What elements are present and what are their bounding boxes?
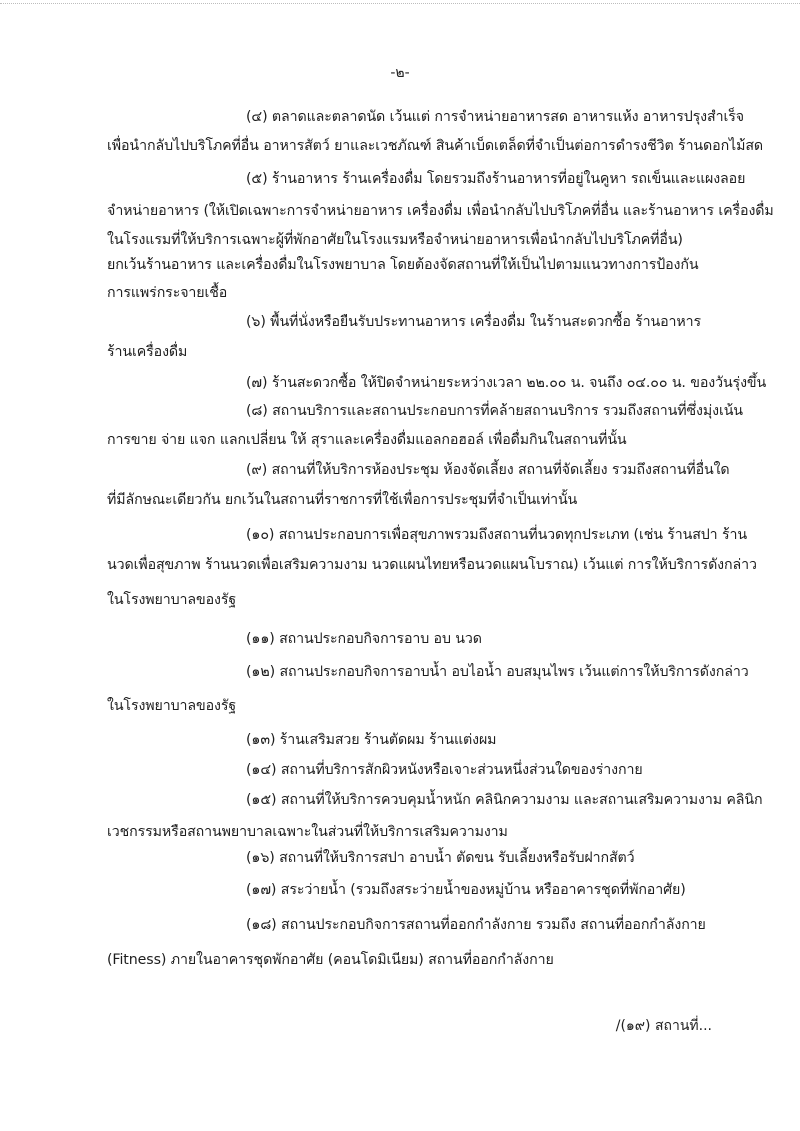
item-10-line-3: ในโรงพยาบาลของรัฐ: [107, 592, 237, 608]
item-5-line-4: ยกเว้นร้านอาหาร และเครื่องดื่มในโรงพยาบาล โดยต้องจัดสถานที่ให้เป็นไปตามแนวทางการป้องกัน: [107, 257, 699, 273]
item-8-line-2: การขาย จ่าย แจก แลกเปลี่ยน ให้ สุราและเครื่องดื่มแอลกอฮอล์ เพื่อดื่มกินในสถานที่นั้น: [107, 432, 627, 448]
item-5-line-1: (๕) ร้านอาหาร ร้านเครื่องดื่ม โดยรวมถึงร้านอาหารที่อยู่ในคูหา รถเข็นและแผงลอย: [246, 171, 746, 187]
item-18-line-2: (Fitness) ภายในอาคารชุดพักอาศัย (คอนโดมิเนียม) สถานที่ออกกำลังกาย: [107, 952, 554, 968]
item-18-line-1: (๑๘) สถานประกอบกิจการสถานที่ออกกำลังกาย รวมถึง สถานที่ออกกำลังกาย: [246, 917, 706, 933]
item-10-line-2: นวดเพื่อสุขภาพ ร้านนวดเพื่อเสริมความงาม นวดแผนไทยหรือนวดแผนโบราณ) เว้นแต่ การให้บริการดังกล่าว: [107, 557, 757, 573]
item-14-line-1: (๑๔) สถานที่บริการสักผิวหนังหรือเจาะส่วนหนึ่งส่วนใดของร่างกาย: [246, 762, 643, 778]
item-5-line-3: ในโรงแรมที่ให้บริการเฉพาะผู้ที่พักอาศัยในโรงแรมหรือจำหน่ายอาหารเพื่อนำกลับไปบริโภคที่อื่น): [107, 232, 683, 248]
page-number: -๒-: [390, 65, 410, 81]
item-11-line-1: (๑๑) สถานประกอบกิจการอาบ อบ นวด: [246, 631, 482, 647]
item-6-line-2: ร้านเครื่องดื่ม: [107, 344, 188, 360]
item-12-line-2: ในโรงพยาบาลของรัฐ: [107, 698, 237, 714]
item-9-line-1: (๙) สถานที่ให้บริการห้องประชุม ห้องจัดเลี้ยง สถานที่จัดเลี้ยง รวมถึงสถานที่อื่นใด: [246, 462, 730, 478]
item-15-line-1: (๑๕) สถานที่ให้บริการควบคุมน้ำหนัก คลินิกความงาม และสถานเสริมความงาม คลินิก: [246, 792, 763, 808]
item-5-line-2: จำหน่ายอาหาร (ให้เปิดเฉพาะการจำหน่ายอาหาร เครื่องดื่ม เพื่อนำกลับไปบริโภคที่อื่น และร้านอาหาร เครื่องดื่ม: [107, 203, 774, 219]
item-8-line-1: (๘) สถานบริการและสถานประกอบการที่คล้ายสถานบริการ รวมถึงสถานที่ซึ่งมุ่งเน้น: [246, 403, 743, 419]
item-10-line-1: (๑๐) สถานประกอบการเพื่อสุขภาพรวมถึงสถานที่นวดทุกประเภท (เช่น ร้านสปา ร้าน: [246, 527, 747, 543]
item-7-line-1: (๗) ร้านสะดวกซื้อ ให้ปิดจำหน่ายระหว่างเวลา ๒๒.๐๐ น. จนถึง ๐๔.๐๐ น. ของวันรุ่งขึ้น: [246, 375, 767, 391]
item-6-line-1: (๖) พื้นที่นั่งหรือยืนรับประทานอาหาร เครื่องดื่ม ในร้านสะดวกซื้อ ร้านอาหาร: [246, 314, 702, 330]
item-17-line-1: (๑๗) สระว่ายน้ำ (รวมถึงสระว่ายน้ำของหมู่บ้าน หรืออาคารชุดที่พักอาศัย): [246, 882, 686, 898]
item-12-line-1: (๑๒) สถานประกอบกิจการอาบน้ำ อบไอน้ำ อบสมุนไพร เว้นแต่การให้บริการดังกล่าว: [246, 664, 749, 680]
item-4-line-2: เพื่อนำกลับไปบริโภคที่อื่น อาหารสัตว์ ยาและเวชภัณฑ์ สินค้าเบ็ดเตล็ดที่จำเป็นต่อการดำรงชีวิต ร้านดอกไม้สด: [107, 138, 764, 154]
item-13-line-1: (๑๓) ร้านเสริมสวย ร้านตัดผม ร้านแต่งผม: [246, 732, 497, 748]
item-16-line-1: (๑๖) สถานที่ให้บริการสปา อาบน้ำ ตัดขน รับเลี้ยงหรือรับฝากสัตว์: [246, 850, 635, 866]
item-9-line-2: ที่มีลักษณะเดียวกัน ยกเว้นในสถานที่ราชการที่ใช้เพื่อการประชุมที่จำเป็นเท่านั้น: [107, 492, 578, 508]
item-4-line-1: (๔) ตลาดและตลาดนัด เว้นแต่ การจำหน่ายอาหารสด อาหารแห้ง อาหารปรุงสำเร็จ: [246, 109, 745, 125]
item-15-line-2: เวชกรรมหรือสถานพยาบาลเฉพาะในส่วนที่ให้บริการเสริมความงาม: [107, 824, 508, 840]
continuation-marker: /(๑๙) สถานที่...: [615, 1018, 712, 1034]
item-5-line-5: การแพร่กระจายเชื้อ: [107, 285, 228, 301]
